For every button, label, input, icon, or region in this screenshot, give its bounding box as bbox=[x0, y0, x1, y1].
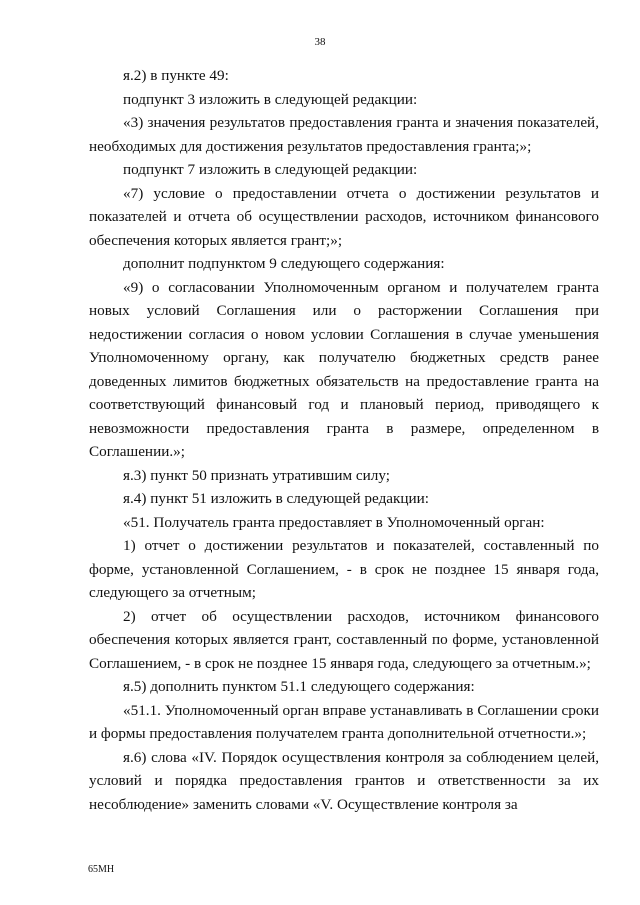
paragraph: «51.1. Уполномоченный орган вправе устанавливать в Соглашении сроки и формы предоставления получателем гранта дополнительной отчетности.»; bbox=[89, 701, 599, 742]
paragraph: «51. Получатель гранта предоставляет в Уполномоченный орган: bbox=[123, 513, 545, 531]
paragraph: я.4) пункт 51 изложить в следующей редакции: bbox=[123, 490, 430, 507]
paragraph: 2) отчет об осуществлении расходов, источником финансового обеспечения которых является грант, составленный по форме, установленной Соглашением, - в срок не позднее 15 января года, следующего за отчетным.»; bbox=[89, 607, 599, 672]
paragraph: «7) условие о предоставлении отчета о достижении результатов и показателей и отчета об осуществлении расходов, источником финансового обеспечения которых является грант;»; bbox=[89, 184, 599, 249]
paragraph: я.2) в пункте 49: bbox=[123, 67, 229, 84]
document-body bbox=[89, 64, 599, 816]
paragraph: я.5) дополнить пунктом 51.1 следующего содержания: bbox=[123, 678, 475, 695]
paragraph: «9) о согласовании Уполномоченным органом и получателем гранта новых условий Соглашения или о расторжении Соглашения при недостижении согласия о новом условии Соглашения в случае уменьшения Уполномоченному органу, как получателю бюджетных средств ранее доведенных лимитов бюджетных обязательств на предоставление гранта на соответствующий финансовый год и плановый период, приводящего к невозможности предоставления гранта в размере, определенном в Соглашении.»; bbox=[89, 278, 599, 460]
paragraph: подпункт 3 изложить в следующей редакции: bbox=[123, 90, 418, 108]
document-code: 65МН bbox=[88, 864, 115, 875]
paragraph: я.3) пункт 50 признать утратившим силу; bbox=[123, 466, 390, 484]
page-number: 38 bbox=[314, 36, 326, 48]
paragraph: я.6) слова «IV. Порядок осуществления контроля за соблюдением целей, условий и порядка предоставления грантов и ответственности за их несоблюдение» заменить словами «V. Осуществление контроля за bbox=[89, 748, 599, 813]
paragraph: дополнит подпунктом 9 следующего содержания: bbox=[123, 255, 445, 272]
paragraph: «3) значения результатов предоставления гранта и значения показателей, необходимых для достижения результатов предоставления гранта;»; bbox=[89, 114, 599, 155]
paragraph: подпункт 7 изложить в следующей редакции: bbox=[123, 161, 418, 178]
paragraph: 1) отчет о достижении результатов и показателей, составленный по форме, установленной Соглашением, - в срок не позднее 15 января года, следующего за отчетным; bbox=[89, 537, 599, 601]
